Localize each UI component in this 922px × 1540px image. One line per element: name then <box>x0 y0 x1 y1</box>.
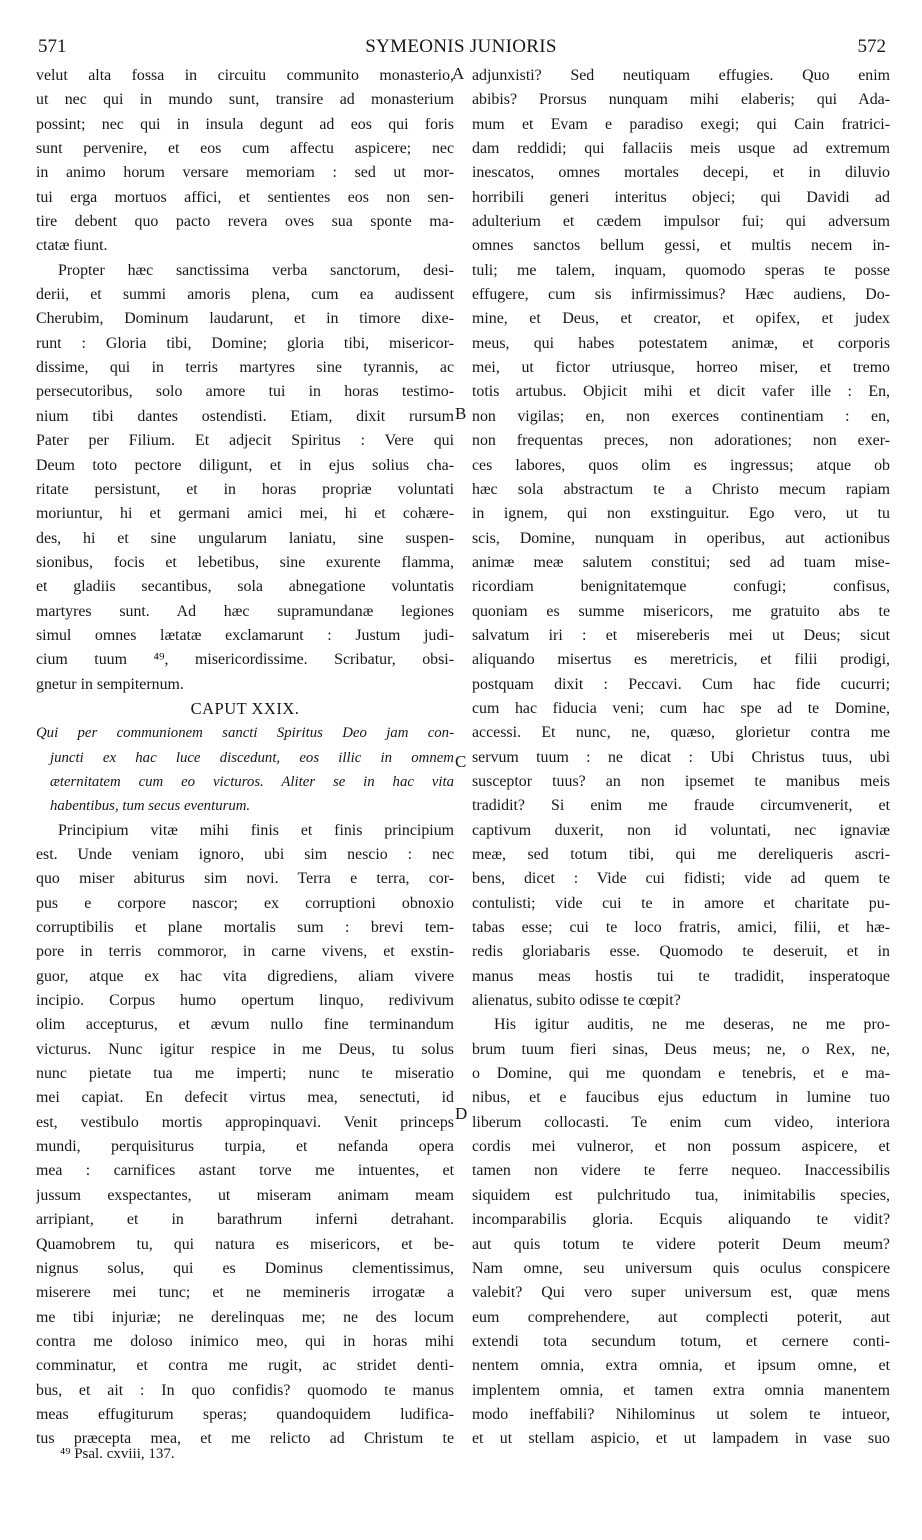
text-line: abibis? Prorsus nunquam mihi elaberis; qui Ada- <box>472 91 890 109</box>
text-line: captivum duxerit, non id voluntati, nec ignaviæ <box>472 821 890 839</box>
text-line: possint; nec qui in insula degunt ad eos qui foris <box>36 115 454 133</box>
text-line: siquidem est pulchritudo tua, inimitabilis species, <box>472 1186 890 1204</box>
chapter-heading: CAPUT XXIX. <box>190 698 300 718</box>
text-line: non vigilas; en, non exerces continentiam : en, <box>472 407 890 425</box>
text-line: et gladiis secantibus, sola abnegatione voluntatis <box>36 578 454 596</box>
text-line: mundi, perquisiturus turpia, et nefanda opera <box>36 1138 454 1156</box>
text-line: inescatos, omnes mortales decepi, et in diluvio <box>472 164 890 182</box>
text-line: implentem omnia, et tamen extra omnia manentem <box>472 1381 890 1399</box>
text-line: bens, dicet : Vide cui fidisti; vide ad quem te <box>472 870 890 888</box>
text-line: comminatur, et contra me rugit, ac stridet denti- <box>36 1357 454 1375</box>
text-line: velut alta fossa in circuitu communito monasterio, <box>36 67 454 84</box>
text-line: tire debent quo pacto revera oves sua sponte ma- <box>36 213 454 231</box>
text-line: meæ, sed totum tibi, qui me dereliqueris ascri- <box>472 846 890 863</box>
text-line: totis artubus. Objicit mihi et dicit vafer ille : En, <box>472 383 890 401</box>
text-line: o Domine, qui me quondam e tenebris, et e ma- <box>472 1065 890 1083</box>
running-title: SYMEONIS JUNIORIS <box>365 36 557 57</box>
text-line: Deum toto pectore diligunt, et in ejus solius cha- <box>36 456 454 474</box>
right-text-column <box>472 64 890 1452</box>
text-line: incipio. Corpus humo opertum linquo, redivivum <box>36 992 454 1010</box>
text-line: miserere mei tunc; et ne memineris irrogatæ a <box>36 1284 454 1302</box>
text-line: modo ineffabili? Nihilominus ut solem te intueor, <box>472 1405 890 1423</box>
left-text-column <box>36 64 454 1452</box>
text-line: liberum collocasti. Te enim cum video, interiora <box>472 1113 890 1131</box>
text-line: runt : Gloria tibi, Domine; gloria tibi, misericor- <box>36 334 454 352</box>
text-line: mei capiat. En defecit virtus mea, senectuti, id <box>36 1089 454 1107</box>
text-line: eum comprehendere, aut complecti poterit, aut <box>472 1308 890 1326</box>
text-line: alienatus, subito odisse te cœpit? <box>472 992 681 1010</box>
text-line: aliquando misertus es meretricis, et filii prodigi, <box>472 651 890 669</box>
text-line: dam reddidi; qui fallaciis meis usque ad extremum <box>472 140 890 158</box>
page-number-left: 571 <box>38 36 67 57</box>
text-line: Principium vitæ mihi finis et finis principium <box>58 821 454 839</box>
text-line: meas effugiturum speras; quandoquidem ludifica- <box>36 1405 454 1423</box>
text-line: quoniam es summe misericors, me gratuito abs te <box>472 602 890 620</box>
chapter-summary-line: Qui per communionem sancti Spiritus Deo jam con- <box>36 725 454 742</box>
text-line: horribili generi interitus objeci; qui Davidi ad <box>472 188 890 206</box>
text-line: valebit? Qui vero super universum est, quæ mens <box>472 1284 890 1302</box>
text-line: sunt pervenire, et eos cum affectu aspicere; nec <box>36 140 454 158</box>
text-line: servum tuum : ne dicat : Ubi Christus tuus, ubi <box>472 748 890 766</box>
section-marker-c: C <box>455 752 467 771</box>
text-line: cum hac fiducia veni; cum hac spe ad te Domine, <box>472 699 890 717</box>
text-line: simul omnes lætatæ exclamarunt : Justum judi- <box>36 626 454 644</box>
text-line: ctatæ fiunt. <box>36 237 108 255</box>
text-line: sionibus, focis et lebetibus, sine exurente flamma, <box>36 553 454 571</box>
text-line: est, vestibulo mortis appropinquavi. Venit princeps <box>36 1113 454 1131</box>
text-line: Nam omne, seu universum quis oculus conspicere <box>472 1259 890 1277</box>
text-line: accessi. Et nunc, ne, quæso, glorietur contra me <box>472 724 890 742</box>
text-line: aut quis totum te videre poterit Deum meum? <box>472 1235 890 1253</box>
text-line: in ignem, qui non exstinguitur. Ego vero, ut tu <box>472 505 890 523</box>
section-marker-a: A <box>452 64 465 83</box>
text-line: extendi tota secundum totum, et cernere conti- <box>472 1332 890 1350</box>
text-line: persecutoribus, solo amore tui in horas testimo- <box>36 383 454 401</box>
section-marker-d: D <box>455 1104 468 1123</box>
text-line: adjunxisti? Sed neutiquam effugies. Quo enim <box>472 67 890 84</box>
text-line: olim accepturus, et ævum nullo fine terminandum <box>36 1016 454 1034</box>
text-line: in animo horum versare memoriam : sed ut mor- <box>36 164 454 182</box>
text-line: contra me doloso inimico meo, qui in horas mihi <box>36 1332 454 1350</box>
text-line: nignus solus, qui es Dominus clementissimus, <box>36 1259 454 1277</box>
text-line: salvatum iri : et misereberis mei ut Deus; sicut <box>472 626 890 644</box>
text-line: Propter hæc sanctissima verba sanctorum, desi- <box>58 261 454 279</box>
text-line: ut nec qui in mundo sunt, transire ad monasterium <box>36 91 454 109</box>
text-line: tuli; me talem, inquam, quomodo speras te posse <box>472 261 890 279</box>
text-line: contulisti; vide cui te in amore et charitate pu- <box>472 894 890 912</box>
text-line: tui erga mortuos affici, et sentientes eos non sen- <box>36 188 454 206</box>
text-line: nentem omnia, extra omnia, et ipsum omne, et <box>472 1357 890 1375</box>
text-line: ricordiam benignitatemque confugi; confisus, <box>472 578 890 596</box>
text-line: moriuntur, hi et germani amici mei, hi et cohære- <box>36 505 454 523</box>
text-line: victurus. Nunc igitur respice in me Deus, tu solus <box>36 1040 454 1058</box>
text-line: derii, et summi amoris plena, cum ea audissent <box>36 286 454 304</box>
footnote: ⁴⁹ Psal. cxviii, 137. <box>60 1446 175 1462</box>
text-line: mine, et Deus, et creator, et opifex, et judex <box>472 310 890 328</box>
text-line: des, hi et sine ungularum laniatu, sine suspen- <box>36 529 454 547</box>
text-line: hæc sola abstractum te a Christo mecum rapiam <box>472 480 890 498</box>
text-line: mum et Evam e paradiso exegi; qui Cain fratrici- <box>472 115 890 133</box>
text-line: ritate persistunt, et in horas propriæ voluntati <box>36 480 454 498</box>
text-line: guor, atque ex hac vita digrediens, aliam vivere <box>36 967 454 985</box>
text-line: incomparabilis gloria. Ecquis aliquando te vidit? <box>472 1211 890 1229</box>
text-line: martyres sunt. Ad hæc supramundanæ legiones <box>36 602 454 620</box>
text-line: redis gloriabaris esse. Quomodo te deseruit, et in <box>472 943 890 961</box>
section-marker-b: B <box>455 404 467 423</box>
text-line: bus, et ait : In quo confidis? quomodo te manus <box>36 1381 454 1399</box>
text-line: His igitur auditis, ne me deseras, ne me pro- <box>494 1016 890 1034</box>
text-line: meus, qui habes potestatem animæ, et corporis <box>472 334 890 352</box>
text-line: est. Unde veniam ignoro, ubi sim nescio : nec <box>36 846 454 863</box>
text-line: tabas esse; cui te loco fratris, amici, filii, et hæ- <box>472 919 890 937</box>
text-line: mea : carnifices astant torve me intuentes, et <box>36 1162 454 1180</box>
text-line: gnetur in sempiternum. <box>36 675 184 693</box>
text-line: animæ meæ salutem constitui; sed ad tuam mise- <box>472 553 890 571</box>
text-line: tamen non videre te ferre nequeo. Inaccessibilis <box>472 1162 890 1180</box>
text-line: arripiant, et in barathrum inferni detrahant. <box>36 1211 454 1229</box>
text-line: omnes sanctos bellum gessi, et multis necem in- <box>472 237 890 255</box>
text-line: cium tuum ⁴⁹, misericordissime. Scribatur, obsi- <box>36 651 454 669</box>
text-line: adulterium et cædem impulsor fui; qui adversum <box>472 213 890 231</box>
chapter-summary-line: juncti ex hac luce discedunt, eos illic in omnem <box>50 749 454 766</box>
page-header <box>34 36 888 66</box>
text-line: quo miser abiturus sim novi. Terra e terra, cor- <box>36 870 454 888</box>
text-line: ces labores, quos olim es ingressus; atque ob <box>472 456 890 474</box>
text-line: effugere, cum sis infirmissimus? Hæc audiens, Do- <box>472 286 890 304</box>
text-line: nium tibi dantes ostendisti. Etiam, dixit rursum <box>36 407 454 425</box>
text-line: postquam dixit : Peccavi. Cum hac fide cucurri; <box>472 675 890 693</box>
text-line: non frequentas preces, non adorationes; non exer- <box>472 432 890 450</box>
text-line: nunc pietate tua me imperti; nunc te miseratio <box>36 1065 454 1083</box>
text-line: pus e corpore nascor; ex corruptioni obnoxio <box>36 894 454 912</box>
text-line: mei, ut fictor utriusque, horreo miser, et tremo <box>472 359 890 377</box>
text-line: dissime, qui in terris martyres sine tyrannis, ac <box>36 359 454 377</box>
text-line: cordis mei vulneror, et non possum aspicere, et <box>472 1138 890 1156</box>
text-line: pore in terris commoror, in carne vivens, et exstin- <box>36 943 454 961</box>
text-line: Pater per Filium. Et adjecit Spiritus : Vere qui <box>36 432 454 450</box>
text-line: Cherubim, Dominum laudarunt, et in timore dixe- <box>36 310 454 328</box>
text-line: Quamobrem tu, qui natura es misericors, et be- <box>36 1235 454 1253</box>
text-line: et ut stellam aspicio, et ut lampadem in vase suo <box>472 1430 890 1448</box>
text-line: jussum exspectantes, ut miseram animam meam <box>36 1186 454 1204</box>
text-line: me tibi injuriæ; ne derelinquas me; ne des locum <box>36 1308 454 1326</box>
text-line: nibus, et e faucibus ejus eductum in lumine tuo <box>472 1089 890 1107</box>
text-line: brum tuum fieri sinas, Deus meus; ne, o Rex, ne, <box>472 1040 890 1058</box>
chapter-summary-line: habentibus, tum secus eventurum. <box>50 798 251 815</box>
chapter-summary-line: æternitatem cum eo victuros. Aliter se in hac vita <box>50 773 454 790</box>
text-line: susceptor tuus? an non ipsemet te manibus meis <box>472 772 890 790</box>
text-line: scis, Domine, nunquam in operibus, aut actionibus <box>472 529 890 547</box>
text-line: corruptibilis et plane mortalis sum : brevi tem- <box>36 919 454 937</box>
text-line: tradidit? Si enim me fraude circumvenerit, et <box>472 797 890 815</box>
text-line: tus præcepta mea, et me relicto ad Christum te <box>36 1430 454 1448</box>
text-line: manus meas hostis tui te tradidit, insperatoque <box>472 967 890 985</box>
page-number-right: 572 <box>857 36 886 57</box>
